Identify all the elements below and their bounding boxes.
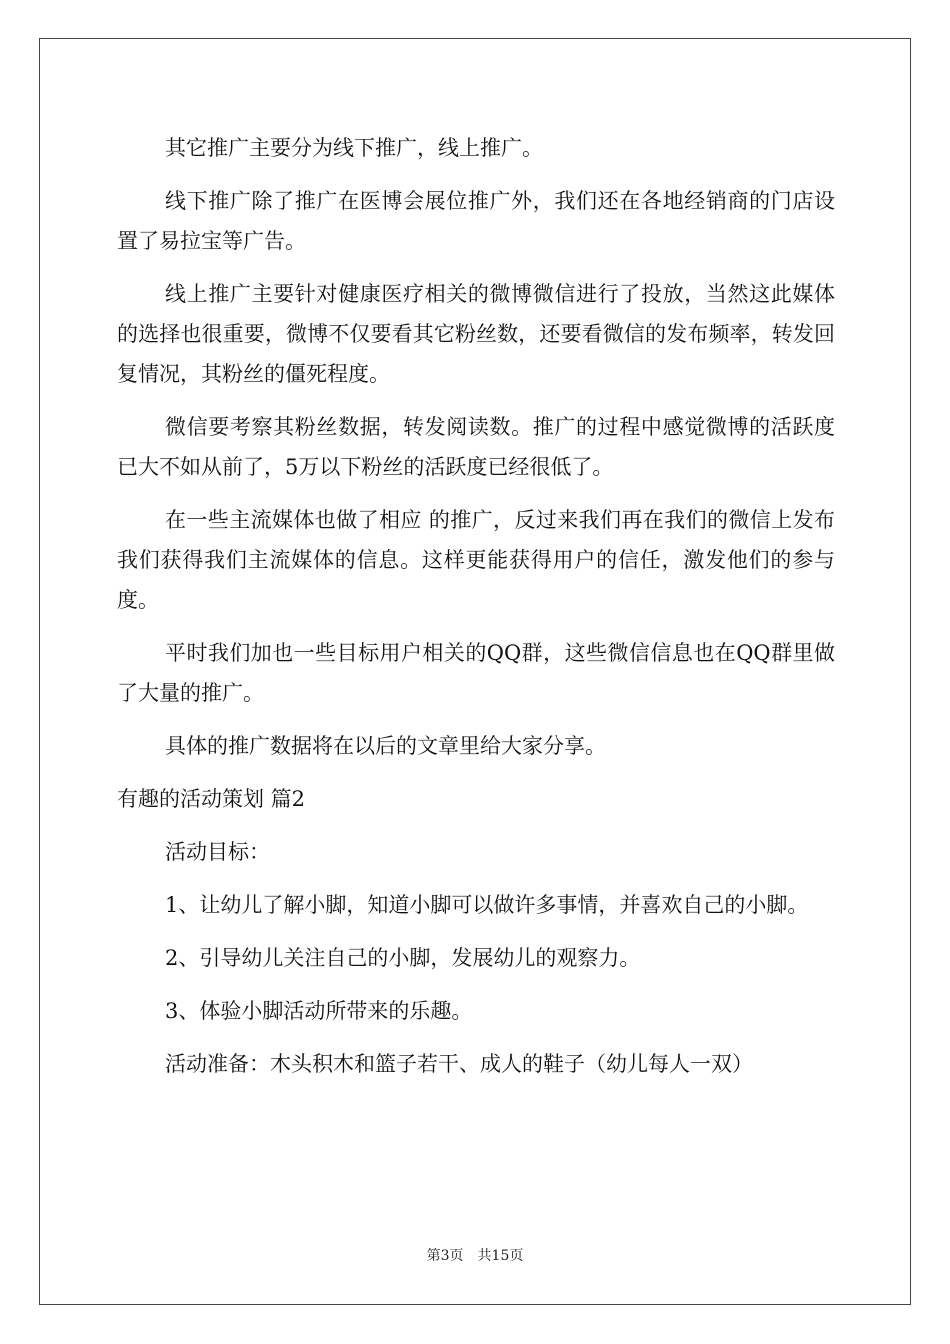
- paragraph: 在一些主流媒体也做了相应 的推广，反过来我们再在我们的微信上发布我们获得我们主流媒体的信息。这样更能获得用户的信任，激发他们的参与度。: [117, 508, 835, 612]
- document-body: [117, 128, 835, 1084]
- paragraph: 活动准备：木头积木和篮子若干、成人的鞋子（幼儿每人一双）: [165, 1052, 753, 1076]
- paragraph: 微信要考察其粉丝数据，转发阅读数。推广的过程中感觉微博的活跃度已大不如从前了，5万以下粉丝的活跃度已经很低了。: [117, 415, 835, 479]
- paragraph: 线上推广主要针对健康医疗相关的微博微信进行了投放，当然这此媒体的选择也很重要，微博不仅要看其它粉丝数，还要看微信的发布频率，转发回复情况，其粉丝的僵死程度。: [117, 282, 835, 386]
- paragraph: 具体的推广数据将在以后的文章里给大家分享。: [165, 734, 606, 758]
- paragraph: 3、体验小脚活动所带来的乐趣。: [165, 999, 473, 1023]
- section-heading: 有趣的活动策划 篇2: [117, 787, 306, 811]
- paragraph: 1、让幼儿了解小脚，知道小脚可以做许多事情，并喜欢自己的小脚。: [165, 893, 809, 917]
- paragraph: 平时我们加也一些目标用户相关的QQ群，这些微信信息也在QQ群里做了大量的推广。: [117, 641, 835, 705]
- paragraph: 其它推广主要分为线下推广，线上推广。: [165, 136, 543, 160]
- paragraph: 活动目标：: [165, 840, 270, 864]
- page-number-footer: 第3页 共15页: [426, 1248, 524, 1264]
- paragraph: 2、引导幼儿关注自己的小脚，发展幼儿的观察力。: [165, 946, 641, 970]
- paragraph: 线下推广除了推广在医博会展位推广外，我们还在各地经销商的门店设置了易拉宝等广告。: [117, 189, 835, 253]
